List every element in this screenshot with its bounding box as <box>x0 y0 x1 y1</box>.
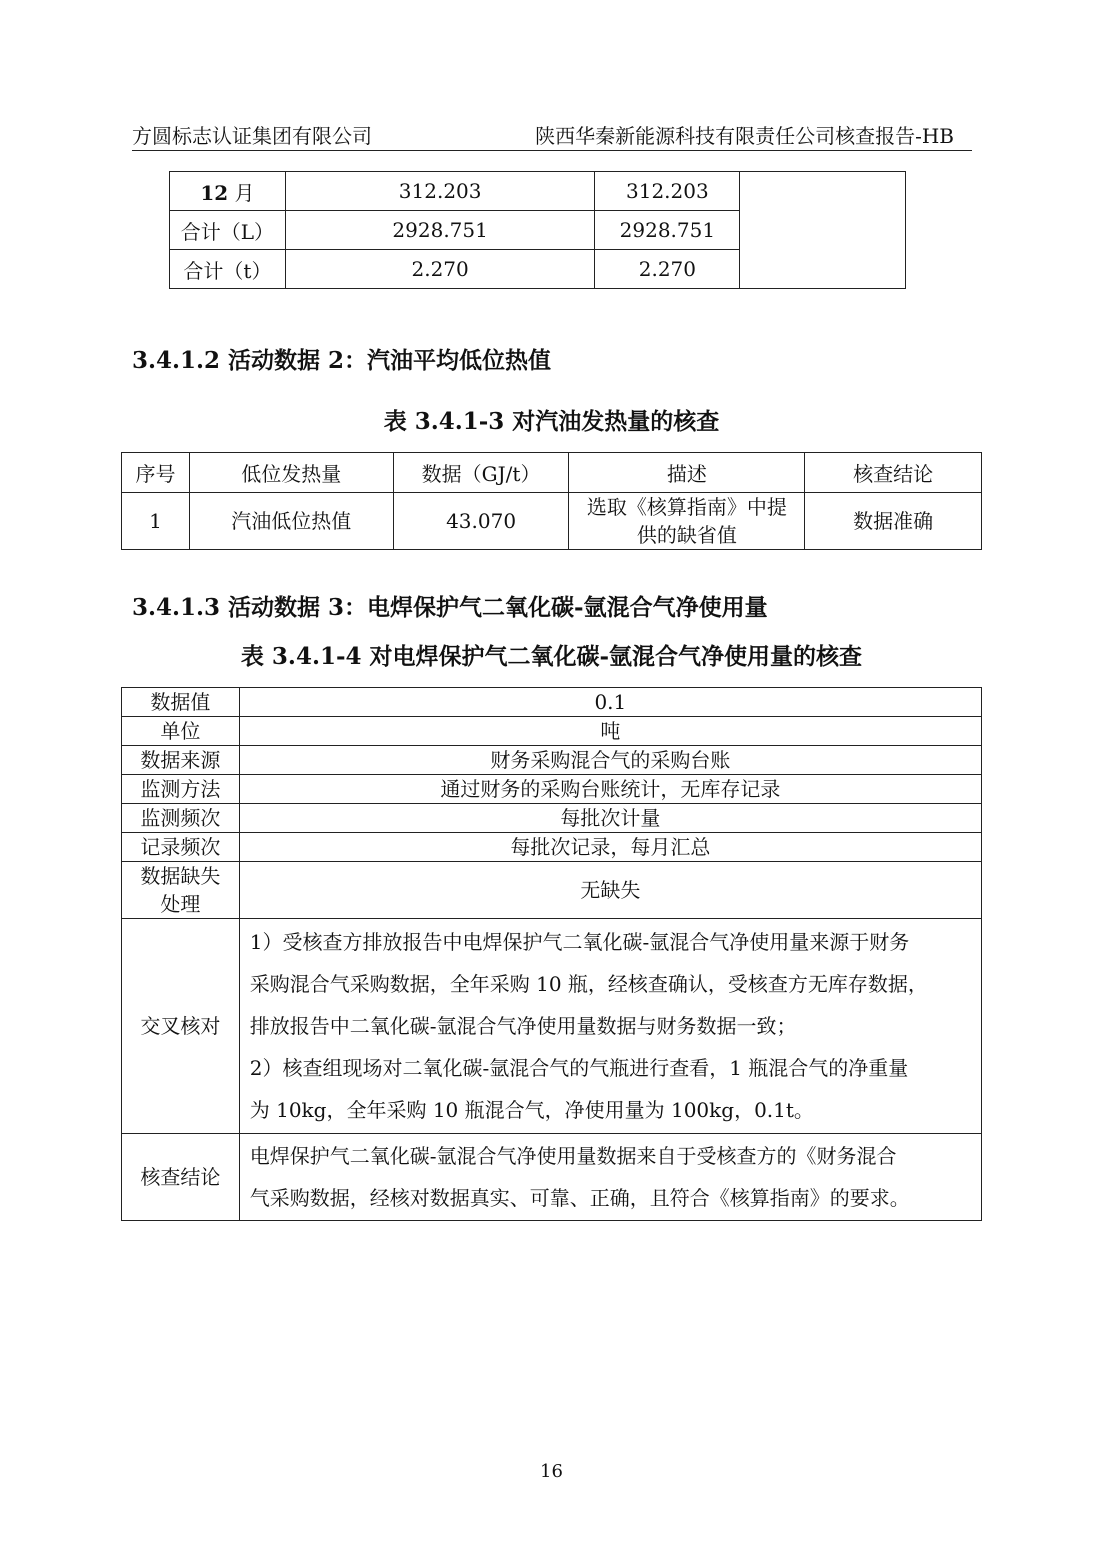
row-label: 12 月 <box>170 172 286 211</box>
row-label: 数据值 <box>122 688 240 717</box>
row-label: 数据缺失 处理 <box>122 862 240 919</box>
row-label: 监测频次 <box>122 804 240 833</box>
table-caption-3-4-1-3: 表 3.4.1-3 对汽油发热量的核查 <box>383 408 720 435</box>
col-header-seq: 序号 <box>122 453 190 493</box>
cell-value: 43.070 <box>393 493 569 550</box>
paragraph-line: 排放报告中二氧化碳-氩混合气净使用量数据与财务数据一致； <box>249 1014 797 1038</box>
table-row <box>122 1134 982 1221</box>
page-header <box>132 118 972 151</box>
cell-value-2: 2.270 <box>595 250 740 289</box>
gasoline-heat-value-table <box>121 452 982 550</box>
paragraph-line: 1）受核查方排放报告中电焊保护气二氧化碳-氩混合气净使用量来源于财务 <box>249 930 910 954</box>
row-label: 记录频次 <box>122 833 240 862</box>
cell-seq: 1 <box>122 493 190 550</box>
merged-empty-cell <box>740 172 906 289</box>
fuel-usage-table-continued <box>169 171 906 289</box>
table-row <box>170 172 906 211</box>
table-row <box>122 688 982 717</box>
cell-description: 选取《核算指南》中提 供的缺省值 <box>569 493 805 550</box>
row-label: 合计（t） <box>170 250 286 289</box>
page-number: 16 <box>540 1461 563 1482</box>
row-value: 通过财务的采购台账统计，无库存记录 <box>239 775 981 804</box>
row-label: 交叉核对 <box>122 919 240 1134</box>
table-row <box>122 862 982 919</box>
paragraph-line: 采购混合气采购数据，全年采购 10 瓶，经核查确认，受核查方无库存数据， <box>249 972 928 996</box>
cell-conclusion: 数据准确 <box>805 493 982 550</box>
cell-value-1: 2.270 <box>285 250 595 289</box>
table-row <box>122 746 982 775</box>
paragraph-line: 气采购数据，经核对数据真实、可靠、正确，且符合《核算指南》的要求。 <box>249 1186 910 1210</box>
table-row <box>122 493 982 550</box>
header-company: 方圆标志认证集团有限公司 <box>132 124 372 148</box>
table-header-row <box>122 453 982 493</box>
paragraph-line: 为 10kg，全年采购 10 瓶混合气，净使用量为 100kg，0.1t。 <box>249 1098 814 1122</box>
cell-value-1: 2928.751 <box>285 211 595 250</box>
col-header-data: 数据（GJ/t） <box>393 453 569 493</box>
table-row <box>122 804 982 833</box>
row-value: 每批次计量 <box>239 804 981 833</box>
cell-name: 汽油低位热值 <box>189 493 393 550</box>
cell-value-2: 312.203 <box>595 172 740 211</box>
row-value: 财务采购混合气的采购台账 <box>239 746 981 775</box>
section-heading-3-4-1-3: 3.4.1.3 活动数据 3：电焊保护气二氧化碳-氩混合气净使用量 <box>132 594 768 621</box>
row-value: 每批次记录，每月汇总 <box>239 833 981 862</box>
row-label: 核查结论 <box>122 1134 240 1221</box>
cell-value-1: 312.203 <box>285 172 595 211</box>
col-header-conclusion: 核查结论 <box>805 453 982 493</box>
table-row <box>122 775 982 804</box>
table-caption-3-4-1-4: 表 3.4.1-4 对电焊保护气二氧化碳-氩混合气净使用量的核查 <box>240 643 863 670</box>
row-value: 无缺失 <box>239 862 981 919</box>
cell-value-2: 2928.751 <box>595 211 740 250</box>
cross-check-text <box>239 919 981 1134</box>
row-value: 吨 <box>239 717 981 746</box>
row-label: 单位 <box>122 717 240 746</box>
row-value: 0.1 <box>239 688 981 717</box>
paragraph-line: 2）核查组现场对二氧化碳-氩混合气的气瓶进行查看，1 瓶混合气的净重量 <box>249 1056 909 1080</box>
welding-gas-check-table <box>121 687 982 1221</box>
paragraph-line: 电焊保护气二氧化碳-氩混合气净使用量数据来自于受核查方的《财务混合 <box>249 1144 897 1168</box>
header-report-title: 陕西华秦新能源科技有限责任公司核查报告-HB <box>535 124 954 148</box>
row-label: 合计（L） <box>170 211 286 250</box>
row-label: 数据来源 <box>122 746 240 775</box>
table-row <box>122 919 982 1134</box>
conclusion-text <box>239 1134 981 1221</box>
section-heading-3-4-1-2: 3.4.1.2 活动数据 2：汽油平均低位热值 <box>132 347 552 374</box>
row-label: 监测方法 <box>122 775 240 804</box>
col-header-description: 描述 <box>569 453 805 493</box>
table-row <box>122 717 982 746</box>
table-row <box>122 833 982 862</box>
col-header-heat-value: 低位发热量 <box>189 453 393 493</box>
